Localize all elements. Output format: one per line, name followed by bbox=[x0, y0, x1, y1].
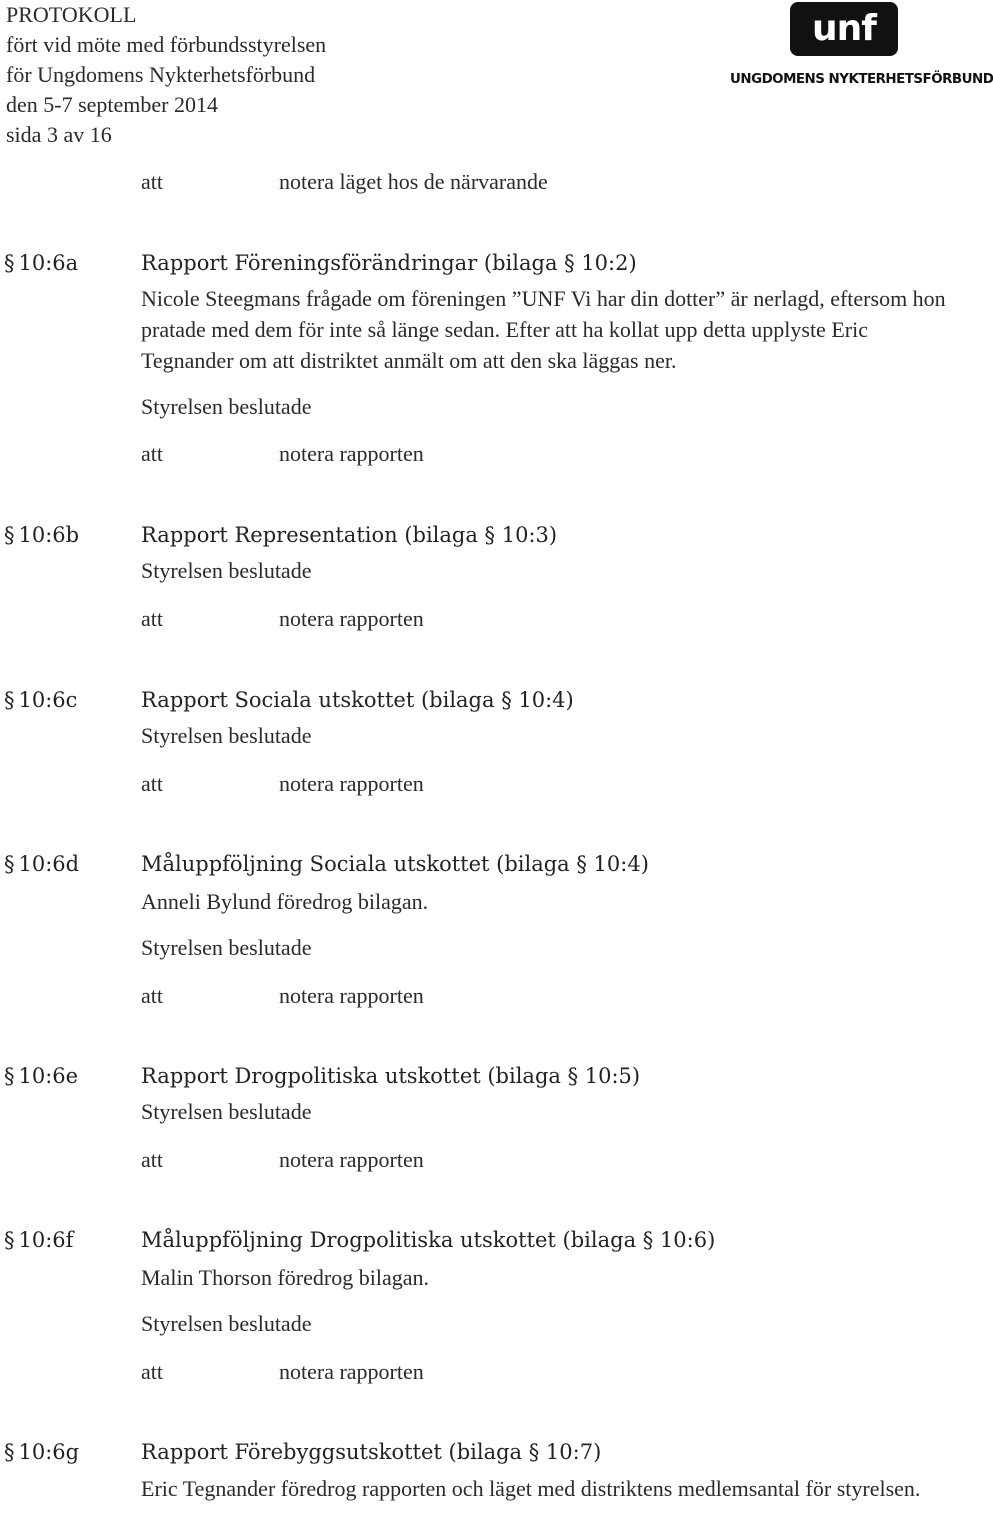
decision-text: notera rapporten bbox=[279, 771, 424, 796]
paragraph-sign: § bbox=[4, 1228, 15, 1252]
section-title: Måluppföljning Sociala utskottet (bilaga § 10:4) bbox=[141, 852, 649, 876]
section-title: Rapport Sociala utskottet (bilaga § 10:4) bbox=[141, 688, 574, 712]
document-header bbox=[6, 0, 326, 150]
section-number: § 10:6f bbox=[4, 1228, 74, 1252]
section-body: Eric Tegnander föredrog rapporten och läget med distriktens medlemsantal för styrelsen. bbox=[141, 1476, 921, 1501]
section-number: § 10:6b bbox=[4, 523, 80, 547]
header-page-number: sida 3 av 16 bbox=[6, 122, 112, 147]
unf-logo-text: unf bbox=[812, 8, 876, 49]
decision-text: notera rapporten bbox=[279, 606, 424, 631]
section-body: Malin Thorson föredrog bilagan. bbox=[141, 1265, 429, 1290]
paragraph-sign: § bbox=[4, 523, 15, 547]
header-subtitle: fört vid möte med förbundsstyrelsen bbox=[6, 32, 327, 57]
intro-decision-text: notera läget hos de närvarande bbox=[279, 169, 548, 194]
decision-att: att bbox=[141, 1147, 163, 1172]
header-date: den 5-7 september 2014 bbox=[6, 92, 218, 117]
section-body: Anneli Bylund föredrog bilagan. bbox=[141, 889, 429, 914]
paragraph-sign: § bbox=[4, 1064, 15, 1088]
section-number: § 10:6g bbox=[4, 1440, 80, 1464]
decided-label: Styrelsen beslutade bbox=[141, 1311, 312, 1336]
decided-label: Styrelsen beslutade bbox=[141, 1099, 312, 1124]
decision-text: notera rapporten bbox=[279, 1147, 424, 1172]
section-number: § 10:6d bbox=[4, 852, 80, 876]
decision-att: att bbox=[141, 983, 163, 1008]
paragraph-sign: § bbox=[4, 251, 15, 275]
unf-logo-caption: UNGDOMENS NYKTERHETSFÖRBUND bbox=[730, 72, 993, 87]
section-title: Rapport Föreningsförändringar (bilaga § 10:2) bbox=[141, 251, 637, 275]
paragraph-sign: § bbox=[4, 688, 15, 712]
decision-att: att bbox=[141, 771, 163, 796]
section-number: § 10:6e bbox=[4, 1064, 79, 1088]
decided-label: Styrelsen beslutade bbox=[141, 723, 312, 748]
header-title: PROTOKOLL bbox=[6, 2, 137, 27]
header-organization: för Ungdomens Nykterhetsförbund bbox=[6, 62, 316, 87]
unf-logo bbox=[730, 2, 993, 90]
section-title: Måluppföljning Drogpolitiska utskottet (bilaga § 10:6) bbox=[141, 1228, 716, 1252]
decided-label: Styrelsen beslutade bbox=[141, 394, 312, 419]
paragraph-sign: § bbox=[4, 1440, 15, 1464]
section-title: Rapport Drogpolitiska utskottet (bilaga § 10:5) bbox=[141, 1064, 641, 1088]
section-number: § 10:6c bbox=[4, 688, 78, 712]
decision-text: notera rapporten bbox=[279, 441, 424, 466]
section-title: Rapport Representation (bilaga § 10:3) bbox=[141, 523, 558, 547]
unf-logo-mark bbox=[790, 2, 898, 56]
intro-att: att bbox=[141, 169, 163, 194]
decision-text: notera rapporten bbox=[279, 983, 424, 1008]
decided-label: Styrelsen beslutade bbox=[141, 558, 312, 583]
section-number: § 10:6a bbox=[4, 251, 79, 275]
decision-att: att bbox=[141, 606, 163, 631]
section-body: Nicole Steegmans frågade om föreningen ”UNF Vi har din dotter” är nerlagd, eftersom hon pratade med dem för inte så länge sedan. Efter att ha kollat upp detta upplyste Eric Tegnander om att distriktet anmält om att den ska läggas ner. bbox=[141, 286, 946, 373]
decision-att: att bbox=[141, 441, 163, 466]
paragraph-sign: § bbox=[4, 852, 15, 876]
decision-att: att bbox=[141, 1359, 163, 1384]
decided-label: Styrelsen beslutade bbox=[141, 935, 312, 960]
section-title: Rapport Förebyggsutskottet (bilaga § 10:7) bbox=[141, 1440, 602, 1464]
decision-text: notera rapporten bbox=[279, 1359, 424, 1384]
